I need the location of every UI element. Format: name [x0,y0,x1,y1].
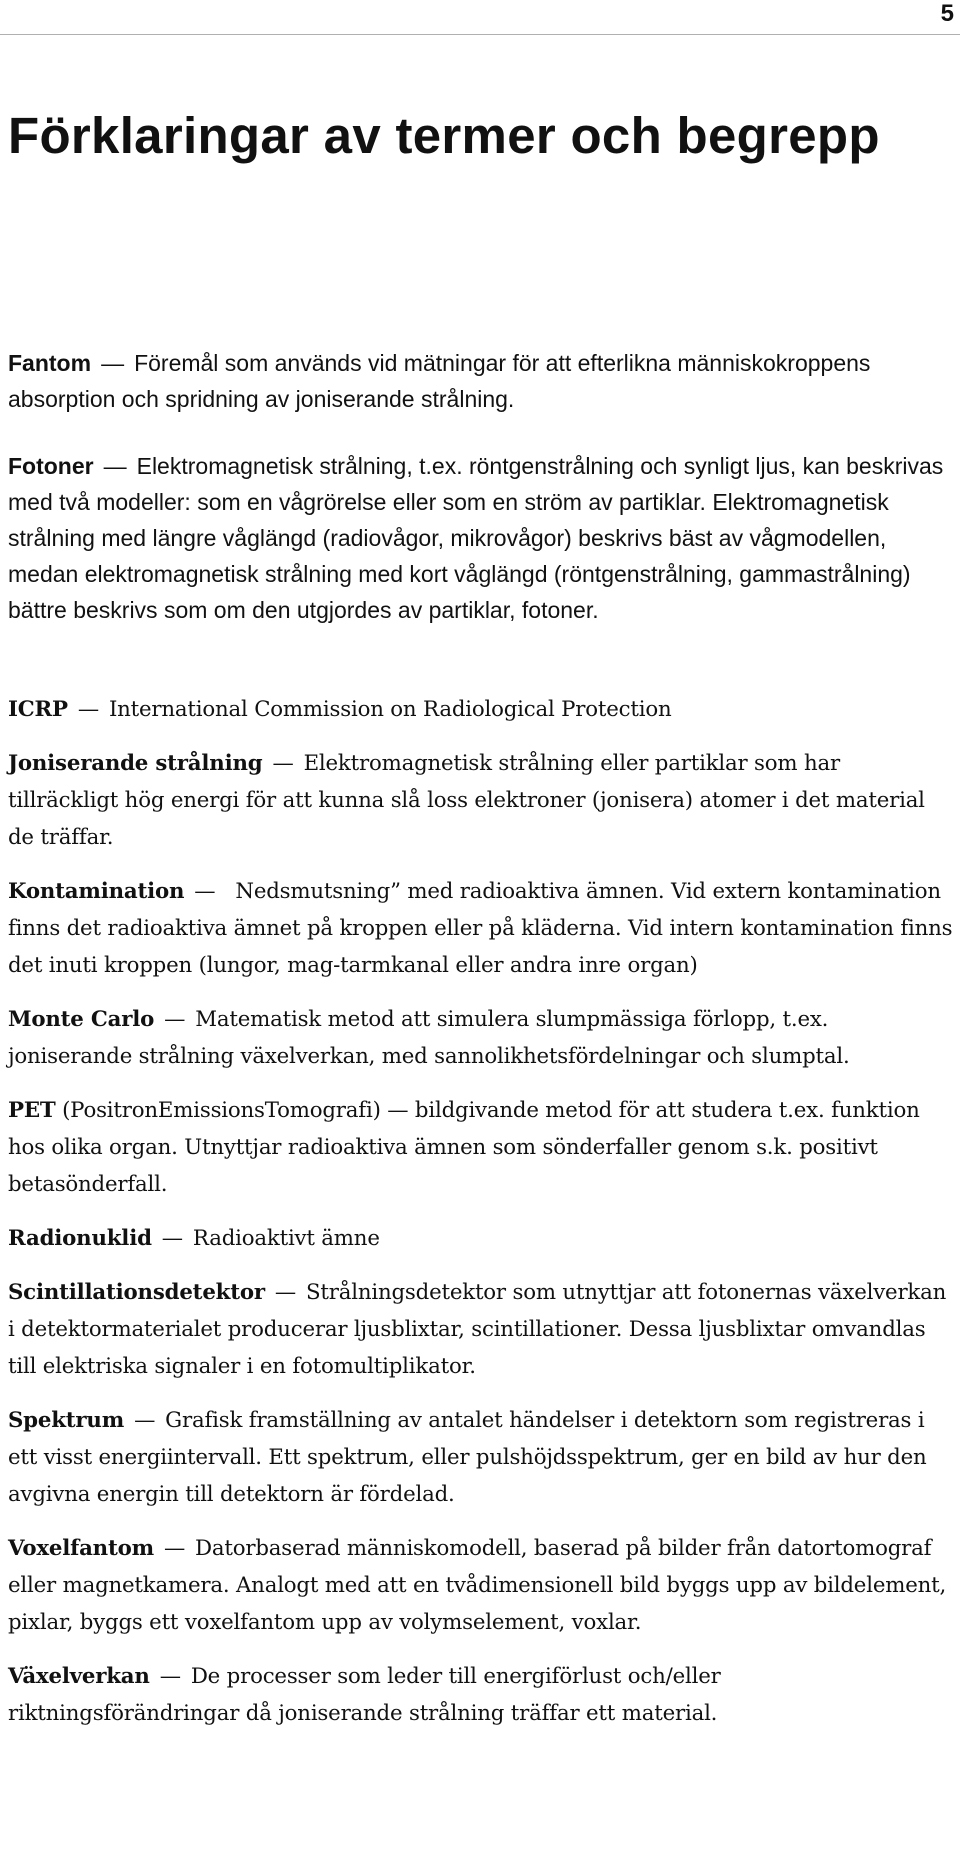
glossary-entry-radionuklid [8,1220,953,1257]
term-dash: — [103,453,127,479]
term-dash: — [77,697,99,722]
definition-monte-carlo: Matematisk metod att simulera slumpmässiga förlopp, t.ex. joniserande strålning växelverkan, med sannolikhetsfördelningar och slumptal. [8,1007,850,1069]
glossary-entry-vaxelverkan [8,1658,953,1732]
page-number: 5 [940,0,954,27]
glossary-entry-pet [8,1092,953,1203]
glossary-entry-spektrum [8,1402,953,1513]
term-fotoner: Fotoner [8,453,94,479]
term-kontamination: Kontamination [8,879,185,904]
term-dash: — [274,1280,296,1305]
term-vaxelverkan: Växelverkan [8,1664,150,1689]
definition-vaxelverkan: De processer som leder till energiförlust och/eller riktningsförändringar då joniserande strålning träffar ett material. [8,1664,721,1726]
glossary-entry-voxelfantom [8,1530,953,1641]
term-dash: — [101,350,125,376]
definition-radionuklid: Radioaktivt ämne [192,1226,380,1251]
glossary-entry-fotoner [8,448,953,628]
definition-voxelfantom: Datorbaserad människomodell, baserad på bilder från datortomograf eller magnetkamera. Analogt med att en tvådimensionell bild byggs upp av bildelement, pixlar, byggs ett voxelfantom upp av volymselement, voxlar. [8,1536,947,1635]
definition-kontamination: Nedsmutsning” med radioaktiva ämnen. Vid extern kontamination finns det radioaktiva ämnet på kroppen eller på kläderna. Vid intern kontamination finns det inuti kroppen (lungor, mag-tarmkanal eller andra inre organ) [8,879,953,978]
term-radionuklid: Radionuklid [8,1226,152,1251]
glossary-entry-icrp [8,691,953,728]
term-icrp: ICRP [8,697,68,722]
definition-fotoner: Elektromagnetisk strålning, t.ex. röntgenstrålning och synligt ljus, kan beskrivas med två modeller: som en vågrörelse eller som en ström av partiklar. Elektromagnetisk strålning med längre våglängd (radiovågor, mikrovågor) beskrivs bäst av vågmodellen, medan elektromagnetisk strålning med kort våglängd (röntgenstrålning, gammastrålning) bättre beskrivs som om den utgjordes av partiklar, fotoner. [8,453,944,623]
term-pet: PET [8,1098,56,1123]
header-rule [0,34,960,35]
term-spektrum: Spektrum [8,1408,125,1433]
term-dash: — [164,1007,186,1032]
glossary-serif-section [8,691,953,1732]
glossary-entry-scintillationsdetektor [8,1274,953,1385]
glossary-entry-joniserande-stralning [8,745,953,856]
definition-icrp: International Commission on Radiological Protection [108,697,672,722]
term-dash: — [163,1536,186,1561]
page-title: Förklaringar av termer och begrepp [8,107,880,164]
term-dash: — [194,879,216,904]
term-voxelfantom: Voxelfantom [8,1536,154,1561]
definition-joniserande-stralning: Elektromagnetisk strålning eller partiklar som har tillräckligt hög energi för att kunna slå loss elektroner (jonisera) atomer i det material de träffar. [8,751,925,850]
term-scintillationsdetektor: Scintillationsdetektor [8,1280,265,1305]
term-dash: — [134,1408,156,1433]
term-dash: — [161,1226,183,1251]
definition-scintillationsdetektor: Strålningsdetektor som utnyttjar att fotonernas växelverkan i detektormaterialet producerar ljusblixtar, scintillationer. Dessa ljusblixtar omvandlas till elektriska signaler i en fotomultiplikator. [8,1280,947,1379]
definition-pet: (PositronEmissionsTomografi) — bildgivande metod för att studera t.ex. funktion hos olika organ. Utnyttjar radioaktiva ämnen som sönderfaller genom s.k. positivt betasönderfall. [8,1098,920,1197]
term-dash: — [159,1664,181,1689]
term-joniserande-stralning: Joniserande strålning [8,751,263,776]
glossary-sans-section [8,345,953,628]
term-dash: — [272,751,294,776]
glossary-entry-kontamination [8,873,953,984]
glossary-entry-fantom [8,345,953,417]
term-monte-carlo: Monte Carlo [8,1007,155,1032]
definition-spektrum: Grafisk framställning av antalet händelser i detektorn som registreras i ett visst energiintervall. Ett spektrum, eller pulshöjdsspektrum, ger en bild av hur den avgivna energin till detektorn är fördelad. [8,1408,927,1507]
term-fantom: Fantom [8,350,92,376]
glossary-entry-monte-carlo [8,1001,953,1075]
definition-fantom: Föremål som används vid mätningar för att efterlikna människokroppens absorption och spridning av joniserande strålning. [8,350,871,412]
